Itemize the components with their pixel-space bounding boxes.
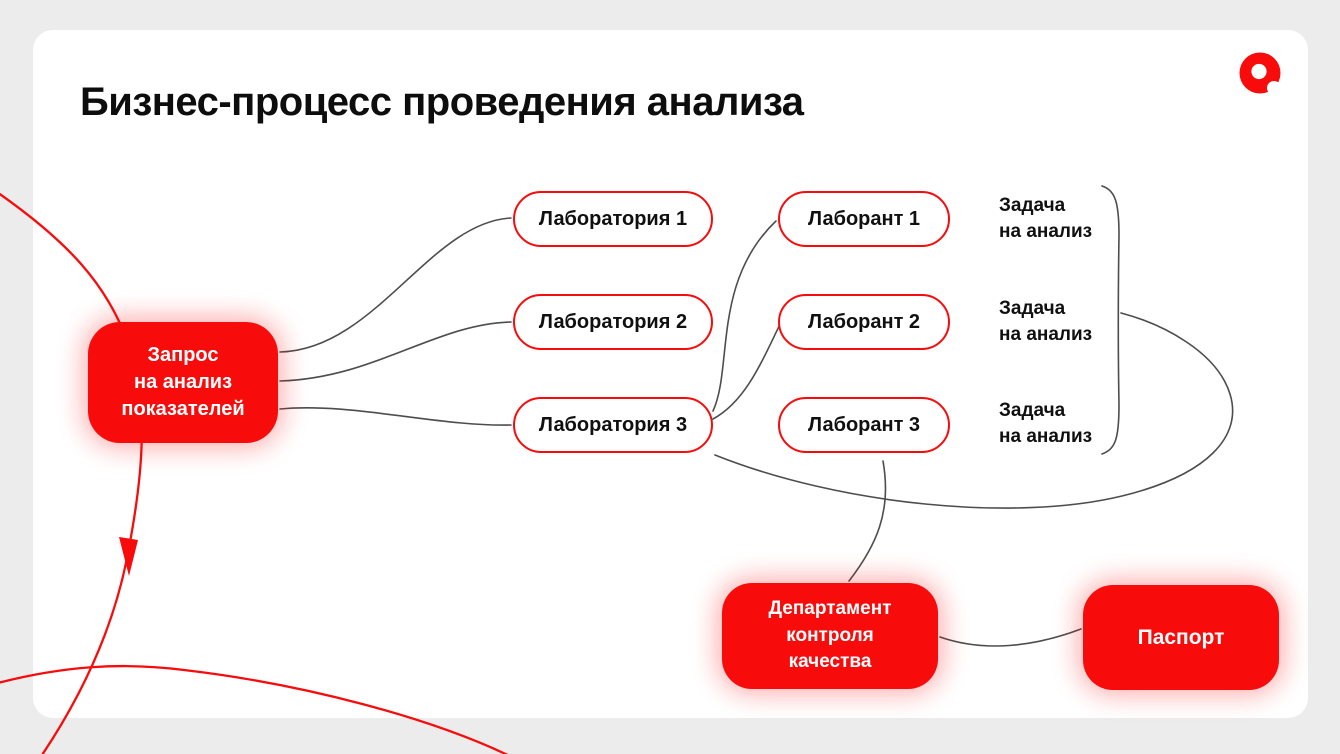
node-laboratory-3-label: Лаборатория 3 <box>538 413 688 436</box>
node-laboratory-1 <box>513 191 713 247</box>
node-analysis-request-line: Запрос <box>147 343 219 366</box>
node-qc-line: контроля <box>786 624 874 646</box>
task-annotation-3-line: на анализ <box>999 426 1093 448</box>
connector-assistant3-to-qc <box>849 461 886 581</box>
connector-request-to-lab3 <box>280 408 511 425</box>
node-qc-line: Департамент <box>768 598 892 620</box>
node-analysis-request-line: на анализ <box>133 370 233 393</box>
decorative-red-curve-bottom <box>0 666 514 754</box>
node-assistant-1 <box>778 191 950 247</box>
task-annotation-3 <box>999 398 1092 450</box>
task-annotation-1 <box>999 193 1092 245</box>
task-annotation-2-line: Задача <box>999 298 1066 319</box>
node-laboratory-2 <box>513 294 713 350</box>
connector-lab3-to-assistant1 <box>713 221 776 411</box>
node-passport-label: Паспорт <box>1137 625 1225 649</box>
node-analysis-request-line: показателей <box>121 398 245 421</box>
task-annotation-1-line: Задача <box>999 195 1066 216</box>
node-assistant-2 <box>778 294 950 350</box>
page-title: Бизнес-процесс проведения анализа <box>80 80 804 124</box>
node-laboratory-1-label: Лаборатория 1 <box>538 207 688 230</box>
node-analysis-request <box>88 322 278 443</box>
node-quality-control-department <box>722 583 938 689</box>
connector-request-to-lab2 <box>280 322 511 381</box>
node-assistant-1-label: Лаборант 1 <box>807 207 921 230</box>
connector-qc-to-passport <box>940 629 1081 646</box>
task-annotation-1-line: на анализ <box>999 221 1093 243</box>
node-assistant-3-label: Лаборант 3 <box>807 413 921 436</box>
node-laboratory-2-label: Лаборатория 2 <box>538 310 688 333</box>
brand-ring-logo-icon <box>1237 50 1283 96</box>
node-assistant-2-label: Лаборант 2 <box>807 310 921 333</box>
connector-lab3-to-assistant2 <box>713 312 786 419</box>
node-qc-line: качества <box>788 651 872 673</box>
node-laboratory-3 <box>513 397 713 453</box>
tasks-group-bracket <box>1102 186 1119 454</box>
task-annotation-3-line: Задача <box>999 400 1066 421</box>
red-arrowhead-icon <box>119 537 138 576</box>
node-passport <box>1083 585 1279 690</box>
task-annotation-2 <box>999 296 1092 348</box>
connector-request-to-lab1 <box>280 218 511 352</box>
node-assistant-3 <box>778 397 950 453</box>
task-annotation-2-line: на анализ <box>999 324 1093 346</box>
